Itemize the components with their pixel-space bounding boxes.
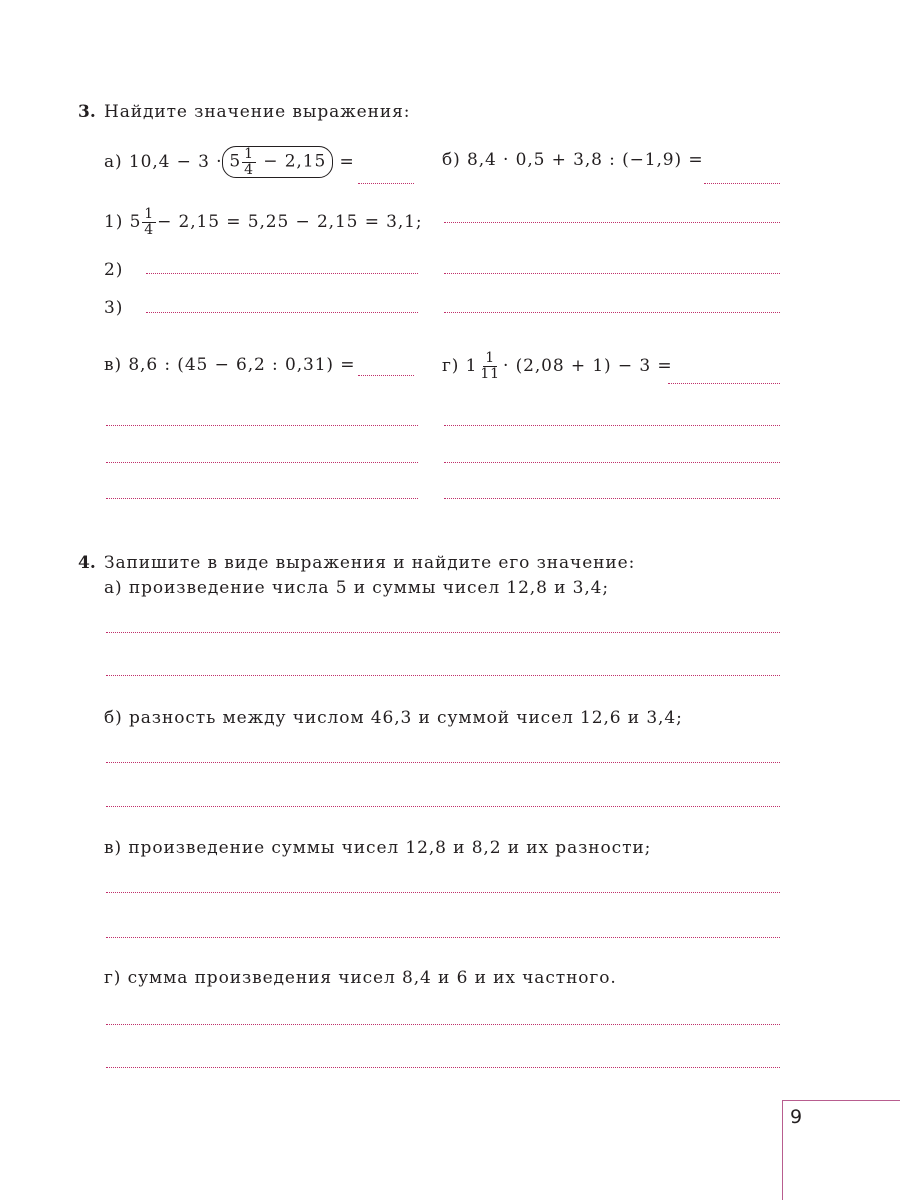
step-1-fraction (142, 207, 156, 237)
task-3v-answer-line[interactable] (358, 375, 414, 376)
task-3a-answer-line[interactable] (358, 183, 414, 184)
task-3g-rest: · (2,08 + 1) − 3 = (503, 356, 673, 376)
task-4a-label: а) (104, 578, 123, 598)
task-4a-item (104, 578, 609, 598)
step-1-numerator: 1 (144, 205, 155, 222)
task-4a-text: произведение числа 5 и суммы чисел 12,8 и 3,4; (128, 578, 610, 598)
task-3a-fraction (242, 147, 256, 177)
task-3a-numerator: 1 (244, 145, 254, 162)
page-frame-left (782, 1100, 783, 1200)
step-1-rest: − 2,15 = 5,25 − 2,15 = 3,1; (157, 212, 423, 232)
task-3a-denominator: 4 (244, 161, 254, 178)
task-3g-numerator: 1 (485, 349, 496, 366)
task-3b-label: б) (442, 150, 461, 170)
task-3b-expression (442, 150, 703, 170)
task-3a-equals: = (339, 152, 355, 172)
task-4v-answer-line-2[interactable] (106, 937, 780, 938)
task-3v-expression (104, 355, 355, 375)
task-4g-item (104, 968, 617, 988)
task-3g-work-line-2[interactable] (444, 462, 780, 463)
task-3b-work-line-2[interactable] (444, 273, 780, 274)
task-3g-label: г) (442, 356, 460, 376)
page-number: 9 (790, 1106, 803, 1128)
task-3g-work-line-3[interactable] (444, 498, 780, 499)
task-3b-answer-line[interactable] (704, 183, 780, 184)
task-4g-answer-line-2[interactable] (106, 1067, 780, 1068)
step-1-whole: 5 (129, 212, 142, 232)
task-3a-expression (104, 140, 355, 184)
step-3-label: 3) (104, 298, 124, 318)
task-3v-work-line-2[interactable] (106, 462, 418, 463)
task-3a-label: а) (104, 152, 123, 172)
task-3v-work-line-3[interactable] (106, 498, 418, 499)
task-3a-step-1 (104, 200, 423, 244)
task-4b-answer-line-1[interactable] (106, 762, 780, 763)
task-4v-item (104, 838, 651, 858)
task-3g-denominator: 11 (480, 365, 500, 382)
task-3b-expr: 8,4 · 0,5 + 3,8 : (−1,9) = (466, 150, 704, 170)
task-4g-label: г) (104, 968, 122, 988)
task-4b-item (104, 708, 683, 728)
step-1-label: 1) (104, 212, 124, 232)
task-3a-parenthesis (222, 146, 333, 178)
task-3b-work-line-1[interactable] (444, 222, 780, 223)
task-4b-label: б) (104, 708, 123, 728)
task-3g-expression (442, 344, 673, 388)
task-4v-answer-line-1[interactable] (106, 892, 780, 893)
task-4a-answer-line-1[interactable] (106, 632, 780, 633)
task-3-title: Найдите значение выражения: (104, 102, 411, 122)
task-3g-fraction (478, 351, 502, 381)
task-3v-work-line-1[interactable] (106, 425, 418, 426)
task-3v-label: в) (104, 355, 123, 375)
task-4g-text: сумма произведения чисел 8,4 и 6 и их частного. (127, 968, 617, 988)
task-3a-part2: − 2,15 (263, 151, 327, 172)
task-3g-answer-line[interactable] (668, 383, 780, 384)
step-1-denominator: 4 (144, 221, 155, 238)
task-4b-answer-line-2[interactable] (106, 806, 780, 807)
task-3v-expr: 8,6 : (45 − 6,2 : 0,31) = (128, 355, 356, 375)
task-3g-whole: 1 (465, 356, 478, 376)
task-4g-answer-line-1[interactable] (106, 1024, 780, 1025)
task-4-number: 4. (78, 553, 96, 573)
task-4v-label: в) (104, 838, 123, 858)
task-3g-work-line-1[interactable] (444, 425, 780, 426)
task-4-title: Запишите в виде выражения и найдите его значение: (104, 553, 636, 573)
step-3-answer-line[interactable] (146, 312, 418, 313)
step-2-answer-line[interactable] (146, 273, 418, 274)
task-3a-whole: 5 (229, 151, 242, 172)
task-3a-part1: 10,4 − 3 · (128, 152, 223, 172)
task-4v-text: произведение суммы чисел 12,8 и 8,2 и их разности; (128, 838, 652, 858)
page-frame-top (782, 1100, 900, 1101)
task-4b-text: разность между числом 46,3 и суммой чисел 12,6 и 3,4; (128, 708, 683, 728)
task-4a-answer-line-2[interactable] (106, 675, 780, 676)
task-3-number: 3. (78, 102, 96, 122)
task-3b-work-line-3[interactable] (444, 312, 780, 313)
step-2-label: 2) (104, 260, 124, 280)
